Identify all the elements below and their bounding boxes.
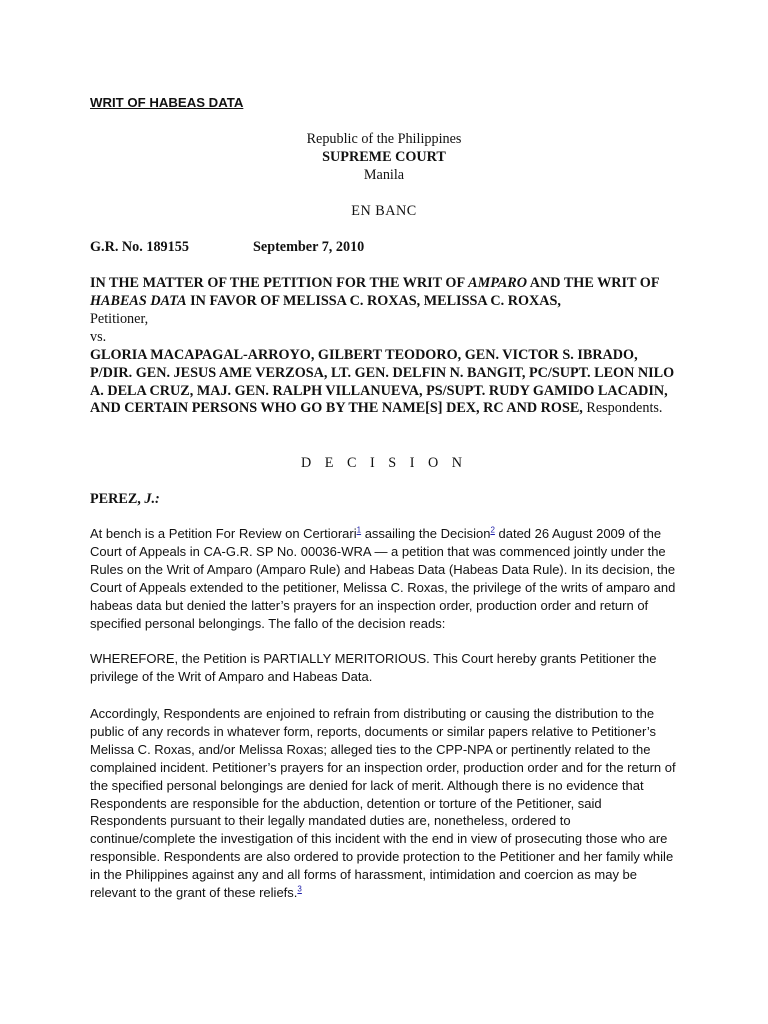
case-title	[90, 275, 678, 311]
case-title-part-1: IN THE MATTER OF THE PETITION FOR THE WRIT OF	[90, 275, 469, 291]
republic-line: Republic of the Philippines	[306, 131, 462, 147]
court-city: Manila	[363, 167, 405, 183]
paragraph-1-text-c: dated 26 August 2009 of the Court of Appeals in CA-G.R. SP No. 00036-WRA — a petition that was commenced jointly under the Rules on the Writ of Amparo (Amparo Rule) and Habeas Data (Habeas Data Rule). In its decision, the Court of Appeals extended to the petitioner, Melissa C. Roxas, the privilege of the writs of amparo and habeas data but denied the latter’s prayers for an inspection order, production order and return of specified personal belongings. The fallo of the decision reads:	[90, 526, 676, 631]
paragraph-1-text-a: At bench is a Petition For Review on Certiorari	[90, 526, 357, 541]
footnote-link-3[interactable]: 3	[297, 884, 302, 894]
paragraph-1	[90, 525, 678, 632]
case-title-amparo: AMPARO	[468, 275, 528, 291]
ponente	[90, 491, 678, 509]
ponente-name: PEREZ,	[90, 491, 145, 507]
versus-label: vs.	[90, 329, 107, 345]
case-title-habeas: HABEAS DATA	[90, 292, 187, 309]
respondents-names: GLORIA MACAPAGAL-ARROYO, GILBERT TEODORO, GEN. VICTOR S. IBRADO, P/DIR. GEN. JESUS AME VERZOSA, LT. GEN. DELFIN N. BANGIT, PC/SUPT. LEON NILO A. DELA CRUZ, MAJ. GEN. RALPH VILLANUEVA, PS/SUPT. RUDY GAMIDO LACADIN, AND CERTAIN PERSONS WHO GO BY THE NAME[S] DEX, RC AND ROSE,	[90, 347, 675, 417]
paragraph-3-text: Accordingly, Respondents are enjoined to refrain from distributing or causing the distribution to the public of any records in whatever form, reports, documents or similar papers relative to Petitioner’s Melissa C. Roxas, and/or Melissa Roxas; alleged ties to the CPP-NPA or pertinently related to the complained incident. Petitioner’s prayers for an inspection order, production order and for the return of the specified personal belongings are denied for lack of merit. Although there is no evidence that Respondents are responsible for the abduction, detention or torture of the Petitioner, said Respondents pursuant to their legally mandated duties are, nonetheless, ordered to continue/complete the investigation of this incident with the end in view of prosecuting those who are responsible. Respondents are also ordered to provide protection to the Petitioner and her family while in the Philippines against any and all forms of harassment, intimidation and coercion as may be relevant to the grant of these reliefs.	[90, 706, 676, 901]
court-name: SUPREME COURT	[322, 149, 446, 165]
gr-number: G.R. No. 189155	[90, 239, 189, 255]
petitioner-label: Petitioner,	[90, 311, 149, 327]
footnote-link-2[interactable]: 2	[490, 525, 495, 535]
case-title-part-3: IN FAVOR OF MELISSA C. ROXAS, MELISSA C. ROXAS,	[186, 292, 561, 309]
ponente-suffix: J.:	[144, 491, 160, 507]
document-heading: WRIT OF HABEAS DATA	[90, 95, 244, 110]
paragraph-3	[90, 705, 678, 902]
paragraph-1-text-b: assailing the Decision	[361, 526, 491, 541]
case-number-line	[90, 239, 678, 257]
respondents-block	[90, 347, 678, 418]
decision-date: September 7, 2010	[253, 239, 365, 255]
decision-title: D E C I S I O N	[300, 455, 468, 471]
footnote-link-1[interactable]: 1	[356, 525, 362, 535]
case-title-part-2: AND THE WRIT OF	[527, 275, 659, 291]
division-label: EN BANC	[351, 203, 417, 219]
respondents-label: Respondents.	[582, 400, 663, 417]
paragraph-2: WHEREFORE, the Petition is PARTIALLY MERITORIOUS. This Court hereby grants Petitioner the privilege of the Writ of Amparo and Habeas Data.	[90, 651, 657, 684]
